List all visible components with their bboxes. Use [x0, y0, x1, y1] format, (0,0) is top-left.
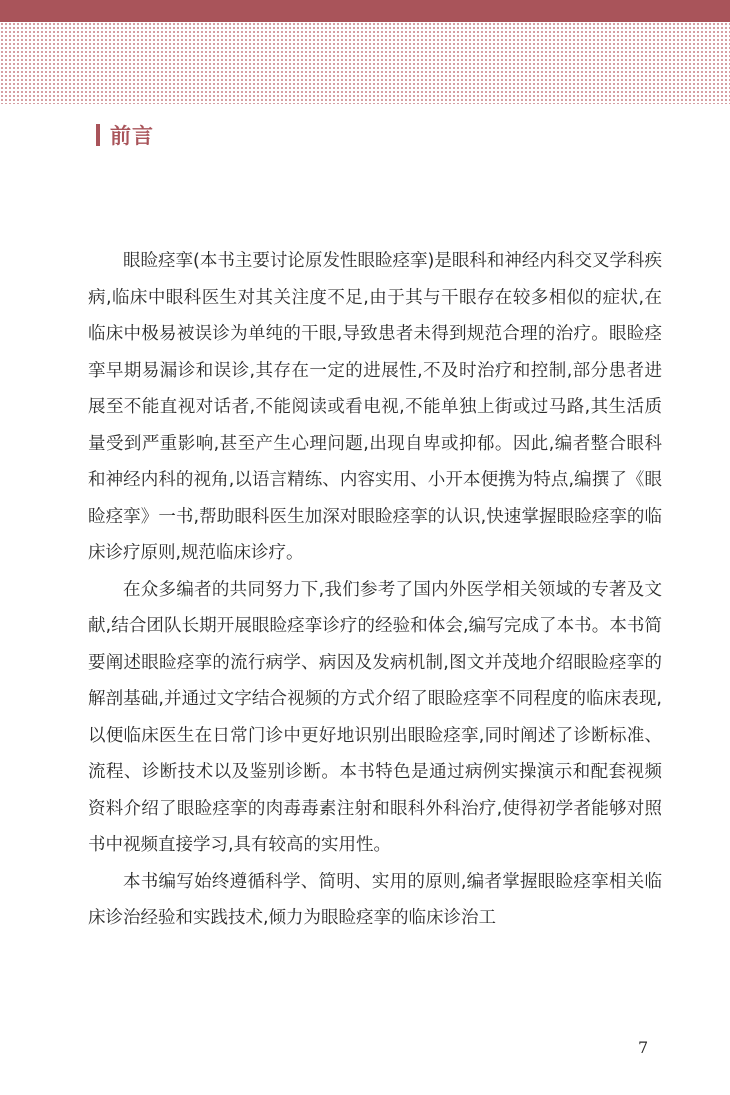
- heading-accent-bar: [96, 124, 100, 146]
- header-band: [0, 0, 730, 22]
- page-number: 7: [638, 1038, 649, 1057]
- section-title: 前言: [110, 124, 154, 148]
- header-dot-pattern: [0, 22, 730, 104]
- paragraph-2: 在众多编者的共同努力下,我们参考了国内外医学相关领域的专著及文献,结合团队长期开展眼睑痉挛诊疗的经验和体会,编写完成了本书。本书简要阐述眼睑痉挛的流行病学、病因及发病机制,图文并茂地介绍眼睑痉挛的解剖基础,并通过文字结合视频的方式介绍了眼睑痉挛不同程度的临床表现,以便临床医生在日常门诊中更好地识别出眼睑痉挛,同时阐述了诊断标准、流程、诊断技术以及鉴别诊断。本书特色是通过病例实操演示和配套视频资料介绍了眼睑痉挛的肉毒毒素注射和眼科外科治疗,使得初学者能够对照书中视频直接学习,具有较高的实用性。: [88, 579, 662, 855]
- paragraph-3: 本书编写始终遵循科学、简明、实用的原则,编者掌握眼睑痉挛相关临床诊治经验和实践技术,倾力为眼睑痉挛的临床诊治工: [88, 871, 662, 928]
- paragraph-1: 眼睑痉挛(本书主要讨论原发性眼睑痉挛)是眼科和神经内科交叉学科疾病,临床中眼科医生对其关注度不足,由于其与干眼存在较多相似的症状,在临床中极易被误诊为单纯的干眼,导致患者未得到规范合理的治疗。眼睑痉挛早期易漏诊和误诊,其存在一定的进展性,不及时治疗和控制,部分患者进展至不能直视对话者,不能阅读或看电视,不能单独上街或过马路,其生活质量受到严重影响,甚至产生心理问题,出现自卑或抑郁。因此,编者整合眼科和神经内科的视角,以语言精练、内容实用、小开本便携为特点,编撰了《眼睑痉挛》一书,帮助眼科医生加深对眼睑痉挛的认识,快速掌握眼睑痉挛的临床诊疗原则,规范临床诊疗。: [88, 251, 662, 563]
- body-text: [88, 243, 662, 937]
- section-heading: [96, 121, 154, 149]
